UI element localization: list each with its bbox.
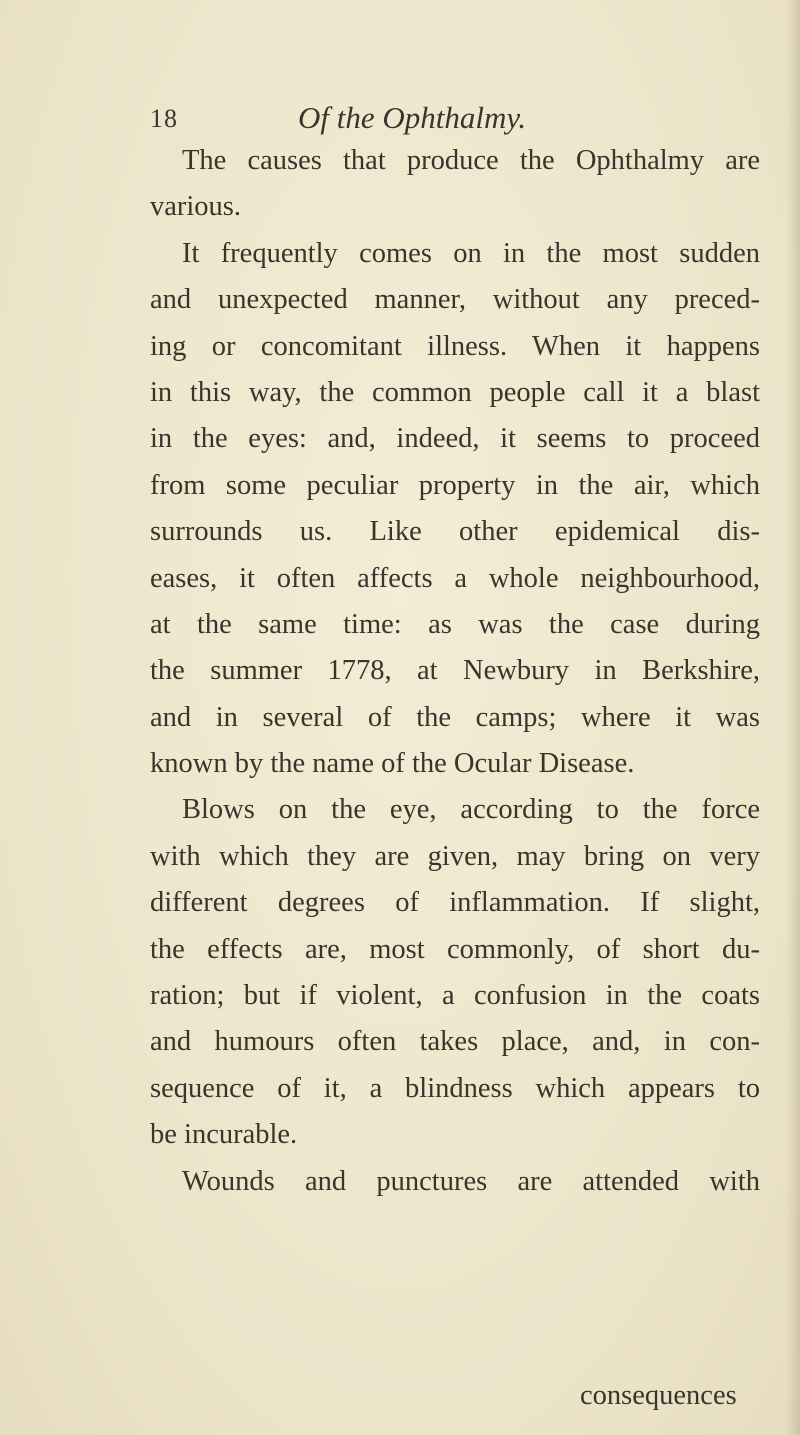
- text-line: known by the name of the Ocular Disease.: [150, 748, 635, 780]
- text-line: different degrees of inflammation. If slight,: [150, 887, 760, 919]
- text-line: and humours often takes place, and, in con-: [150, 1026, 760, 1058]
- page-edge-shadow: [786, 0, 800, 1435]
- text-line: sequence of it, a blindness which appears to: [150, 1072, 760, 1104]
- text-line: ration; but if violent, a confusion in the coats: [150, 980, 760, 1012]
- text-line: various.: [150, 191, 242, 223]
- text-line: in this way, the common people call it a blast: [150, 376, 760, 408]
- text-line: The causes that produce the Ophthalmy are: [182, 145, 760, 176]
- text-line: ing or concomitant illness. When it happens: [150, 330, 760, 362]
- text-line: at the same time: as was the case during: [150, 608, 760, 640]
- text-line: be incurable.: [150, 1119, 298, 1151]
- text-line: in the eyes: and, indeed, it seems to proceed: [150, 423, 760, 455]
- text-line: and in several of the camps; where it was: [150, 701, 760, 733]
- text-line: It frequently comes on in the most sudden: [182, 237, 760, 269]
- text-line: and unexpected manner, without any preced-: [150, 284, 760, 316]
- text-line: Blows on the eye, according to the force: [182, 794, 760, 826]
- text-line: the effects are, most commonly, of short du-: [150, 933, 760, 965]
- running-head: Of the Ophthalmy.: [298, 100, 527, 135]
- page-number: 18: [150, 104, 178, 133]
- text-line: Wounds and punctures are attended with: [182, 1165, 760, 1197]
- page-header: [150, 100, 710, 140]
- text-line: the summer 1778, at Newbury in Berkshire,: [150, 655, 760, 687]
- text-line: eases, it often affects a whole neighbourhood,: [150, 562, 760, 594]
- text-line: with which they are given, may bring on very: [150, 840, 760, 872]
- catchword: consequences: [580, 1380, 737, 1411]
- text-line: from some peculiar property in the air, which: [150, 469, 760, 501]
- text-line: surrounds us. Like other epidemical dis-: [150, 516, 760, 548]
- body-text: [150, 138, 760, 1205]
